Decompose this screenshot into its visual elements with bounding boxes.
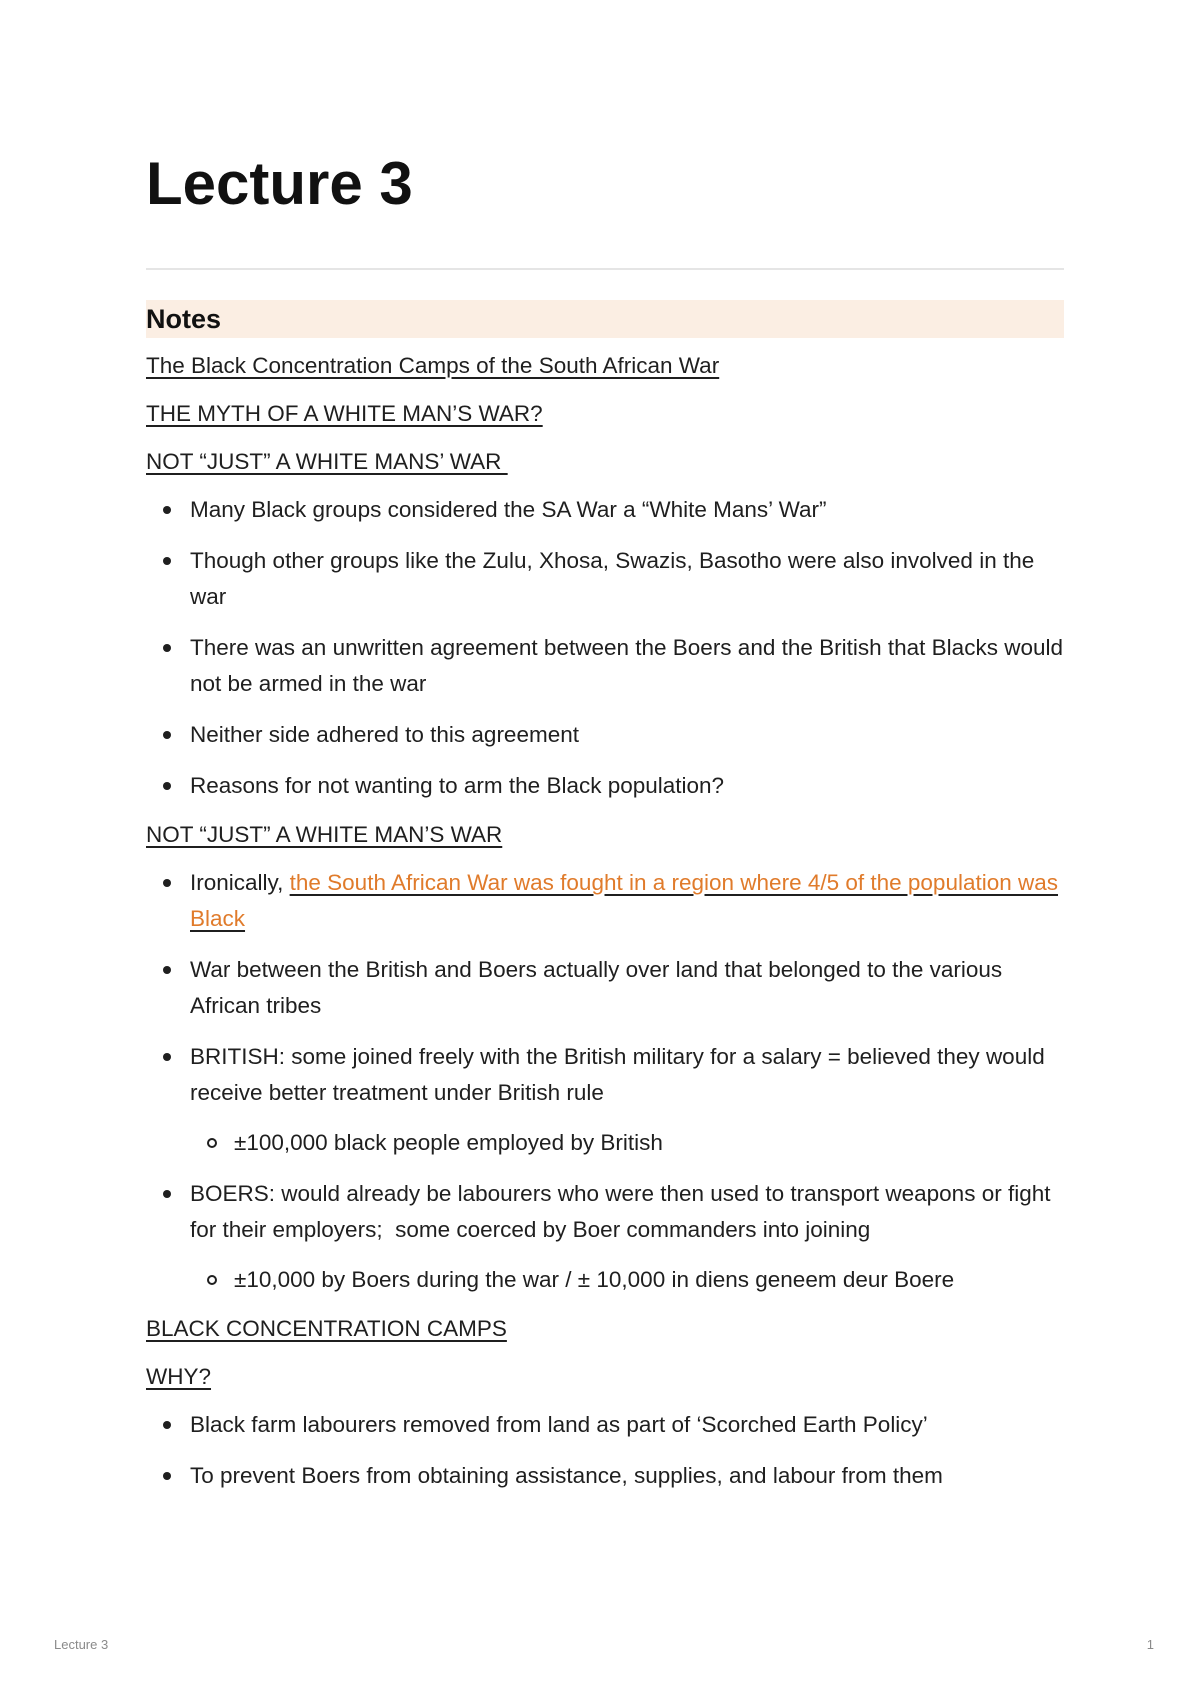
page-title: Lecture 3 [146,150,413,217]
subheading-title: The Black Concentration Camps of the South African War [146,353,720,378]
list-item: Though other groups like the Zulu, Xhosa, Swazis, Basotho were also involved in the war [146,543,1064,615]
list-item [146,865,1064,937]
list-item: Black farm labourers removed from land as part of ‘Scorched Earth Policy’ [146,1407,1064,1443]
footer-doc-title: Lecture 3 [54,1637,109,1652]
list-item: To prevent Boers from obtaining assistance, supplies, and labour from them [146,1458,1064,1494]
document-page [146,150,1064,1509]
list-item: Many Black groups considered the SA War a “White Mans’ War” [146,492,1064,528]
list-item: Neither side adhered to this agreement [146,717,1064,753]
list-item-text: BOERS: would already be labourers who were then used to transport weapons or fight for their employers; some coerced by Boer commanders into joining [190,1181,1057,1242]
subheading-not-just-2: NOT “JUST” A WHITE MAN’S WAR [146,822,503,847]
list-item-text: BRITISH: some joined freely with the British military for a salary = believed they would receive better treatment under British rule [190,1044,1045,1105]
subheading-why: WHY? [146,1364,212,1389]
subheading-myth: THE MYTH OF A WHITE MAN’S WAR? [146,401,543,426]
list-item: Reasons for not wanting to arm the Black population? [146,768,1064,804]
list-item-prefix: Ironically, [190,870,290,895]
subheading-not-just-1: NOT “JUST” A WHITE MANS’ WAR [146,449,508,474]
list-item [146,1176,1064,1298]
list-item [146,1039,1064,1161]
section-heading-notes: Notes [146,300,1064,338]
list-item: War between the British and Boers actually over land that belonged to the various African tribes [146,952,1064,1024]
sub-list-item: ±10,000 by Boers during the war / ± 10,000 in diens geneem deur Boere [190,1262,1064,1298]
bullet-list-1 [146,492,1064,804]
highlighted-text: the South African War was fought in a region where 4/5 of the population was Black [190,870,1059,931]
sub-list [190,1125,1064,1161]
subheading-camps: BLACK CONCENTRATION CAMPS [146,1316,507,1341]
bullet-list-3 [146,1407,1064,1494]
footer-page-number: 1 [1146,1637,1154,1652]
list-item: There was an unwritten agreement between the Boers and the British that Blacks would not be armed in the war [146,630,1064,702]
sub-list [190,1262,1064,1298]
sub-list-item: ±100,000 black people employed by British [190,1125,1064,1161]
divider [146,268,1064,270]
bullet-list-2 [146,865,1064,1298]
